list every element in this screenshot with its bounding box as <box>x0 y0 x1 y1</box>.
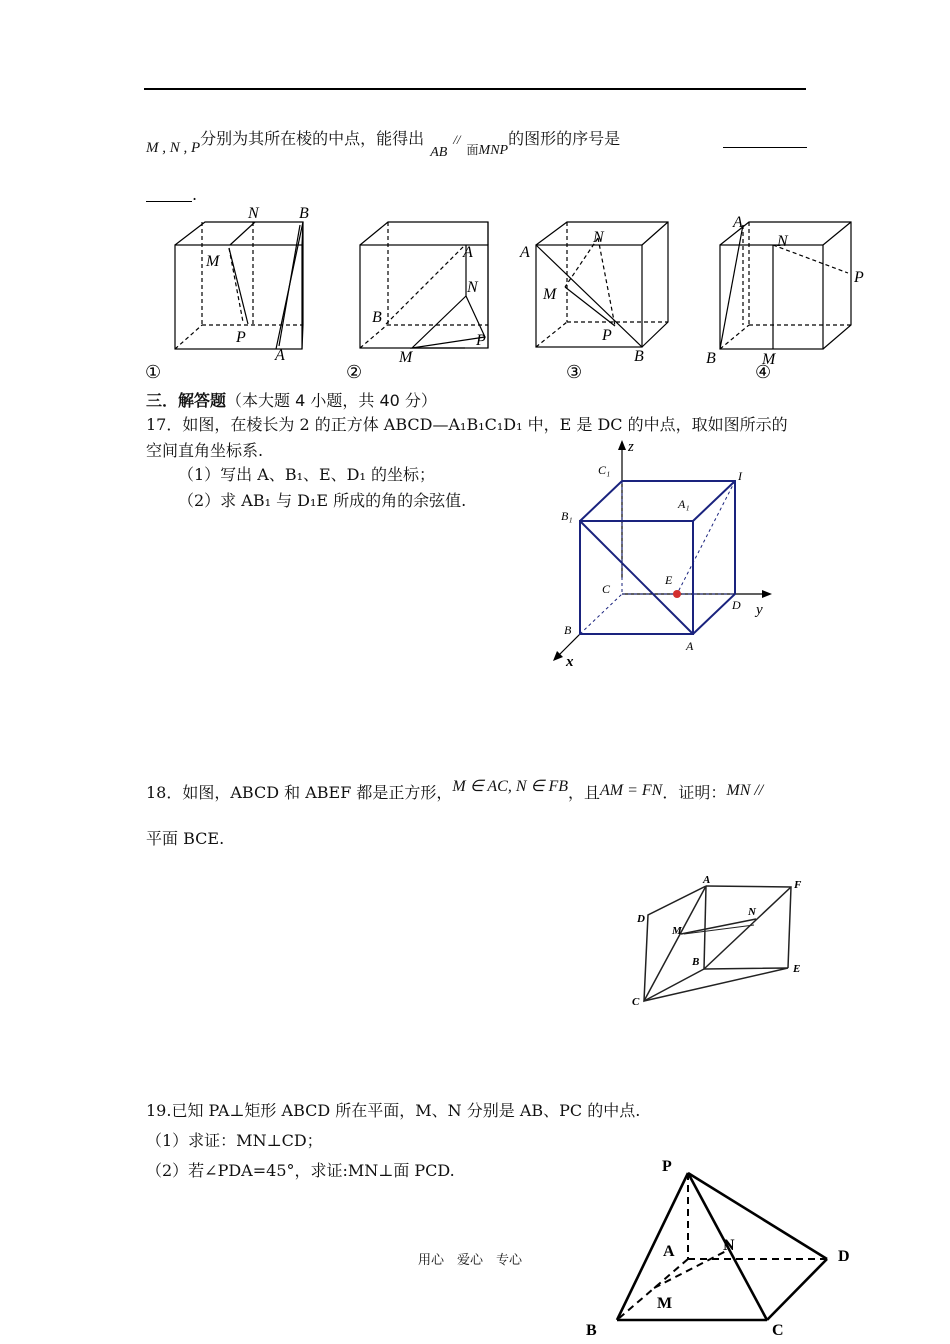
fig17-label-b: B <box>564 623 572 637</box>
fig19-label-m: M <box>657 1295 673 1312</box>
problem-16-plane: 面 <box>466 143 479 157</box>
problem-17-q1: （1）写出 A、B₁、E、D₁ 的坐标； <box>178 465 436 484</box>
fig18-label-e: E <box>793 963 801 975</box>
problem-17-line2: 空间直角坐标系. <box>146 441 264 460</box>
fig17-label-c: C <box>602 582 611 596</box>
problem-18-text-b: ，且 <box>567 783 600 802</box>
fig2-label-n: N <box>467 279 478 296</box>
fig18-label-b: B <box>692 956 700 968</box>
fig18-label-n: N <box>748 906 756 918</box>
fig19-label-a: A <box>663 1243 675 1260</box>
problem-16-mnp: MNP <box>478 143 509 158</box>
problem-16-vars: M , N , P <box>146 140 201 156</box>
axis-x-label: x <box>566 654 574 670</box>
fig2-label-a: A <box>463 244 473 261</box>
problem-19-q2: （2）若∠PDA=45°，求证:MN⊥面 PCD. <box>146 1161 455 1180</box>
fig17-label-d: D <box>732 598 741 612</box>
fig17-label-a1: A₁ <box>678 497 690 511</box>
fig3-label-a: A <box>520 244 530 261</box>
problem-16-line1 <box>146 128 621 160</box>
fig4-label-a: A <box>733 214 743 231</box>
fig2-label-p: P <box>476 332 486 349</box>
fig18-label-m: M <box>672 925 682 937</box>
problem-16-ab: AB <box>430 145 448 160</box>
figure-19 <box>582 1155 862 1344</box>
section-3-title: 三．解答题 <box>146 391 227 410</box>
problem-16-text2: 的图形的序号是 <box>508 129 621 148</box>
figure-18 <box>626 872 810 1012</box>
fig3-label-m: M <box>543 286 557 303</box>
problem-18-text-a: 18．如图，ABCD 和 ABEF 都是正方形， <box>146 783 453 802</box>
fig1-label-a: A <box>275 347 285 364</box>
problem-16-text1: 分别为其所在棱的中点，能得出 <box>200 129 425 148</box>
problem-18-line2: 平面 BCE. <box>146 829 225 848</box>
problem-17-q2: （2）求 AB₁ 与 D₁E 所成的角的余弦值. <box>178 491 467 510</box>
problem-18-equation: AM = FN <box>600 782 663 799</box>
fig1-label-b: B <box>299 205 309 222</box>
problem-18-text-c: ．证明： <box>662 783 727 802</box>
problem-17-line1: 17．如图，在棱长为 2 的正方体 ABCD—A₁B₁C₁D₁ 中，E 是 DC 的中点，取如图所示的 <box>146 415 788 434</box>
fig4-label-m: M <box>762 351 776 368</box>
section-3-note: （本大题 4 小题，共 40 分） <box>226 391 437 410</box>
section-3-heading <box>146 390 437 412</box>
axis-y-label: y <box>756 602 763 618</box>
fig17-label-e: E <box>665 573 673 587</box>
fig18-label-c: C <box>632 996 640 1008</box>
fig19-label-n: N <box>723 1237 735 1254</box>
fig17-label-b1: B₁ <box>561 509 573 523</box>
figure-17 <box>548 438 798 670</box>
fig-num-1: ① <box>145 362 162 382</box>
fig3-label-n: N <box>593 229 604 246</box>
problem-18-mn: MN // <box>726 782 764 799</box>
problem-16-period: . <box>192 185 198 204</box>
fig18-label-d: D <box>637 913 645 925</box>
fig3-label-p: P <box>602 327 612 344</box>
figure-16 <box>140 200 880 390</box>
fig-num-3: ③ <box>566 362 583 382</box>
page-footer: 用心 爱心 专心 <box>418 1253 523 1268</box>
fig1-label-p: P <box>236 329 246 346</box>
fig1-label-m: M <box>206 253 220 270</box>
fig2-label-m: M <box>399 349 413 366</box>
problem-19-q1: （1）求证：MN⊥CD； <box>146 1131 323 1150</box>
fig17-label-a: A <box>686 639 694 653</box>
problem-19-line1: 19.已知 PA⊥矩形 ABCD 所在平面，M、N 分别是 AB、PC 的中点. <box>146 1101 641 1120</box>
problem-16-parallel: // <box>453 132 461 147</box>
fig4-label-b: B <box>706 350 716 367</box>
fig4-label-p: P <box>854 269 864 286</box>
fig18-label-a: A <box>703 874 711 886</box>
fig19-label-p: P <box>662 1158 672 1175</box>
fig17-label-c1: C₁ <box>598 463 611 477</box>
fig19-label-d: D <box>838 1248 850 1265</box>
fig17-label-d1: I <box>738 469 742 483</box>
fig3-label-b: B <box>634 348 644 365</box>
axis-z-label: z <box>628 439 634 455</box>
fig18-label-f: F <box>794 879 802 891</box>
fig-num-2: ② <box>346 362 363 382</box>
problem-18-line1 <box>146 778 764 805</box>
header-rule <box>144 88 806 90</box>
problem-18-condition: M ∈ AC, N ∈ FB <box>452 778 568 795</box>
fig1-label-n: N <box>248 205 259 222</box>
fig19-label-b: B <box>586 1322 597 1339</box>
fig19-label-c: C <box>772 1322 784 1339</box>
fig4-label-n: N <box>777 233 788 250</box>
fig-num-4: ④ <box>755 362 772 382</box>
answer-blank-1 <box>723 147 807 148</box>
fig2-label-b: B <box>372 309 382 326</box>
